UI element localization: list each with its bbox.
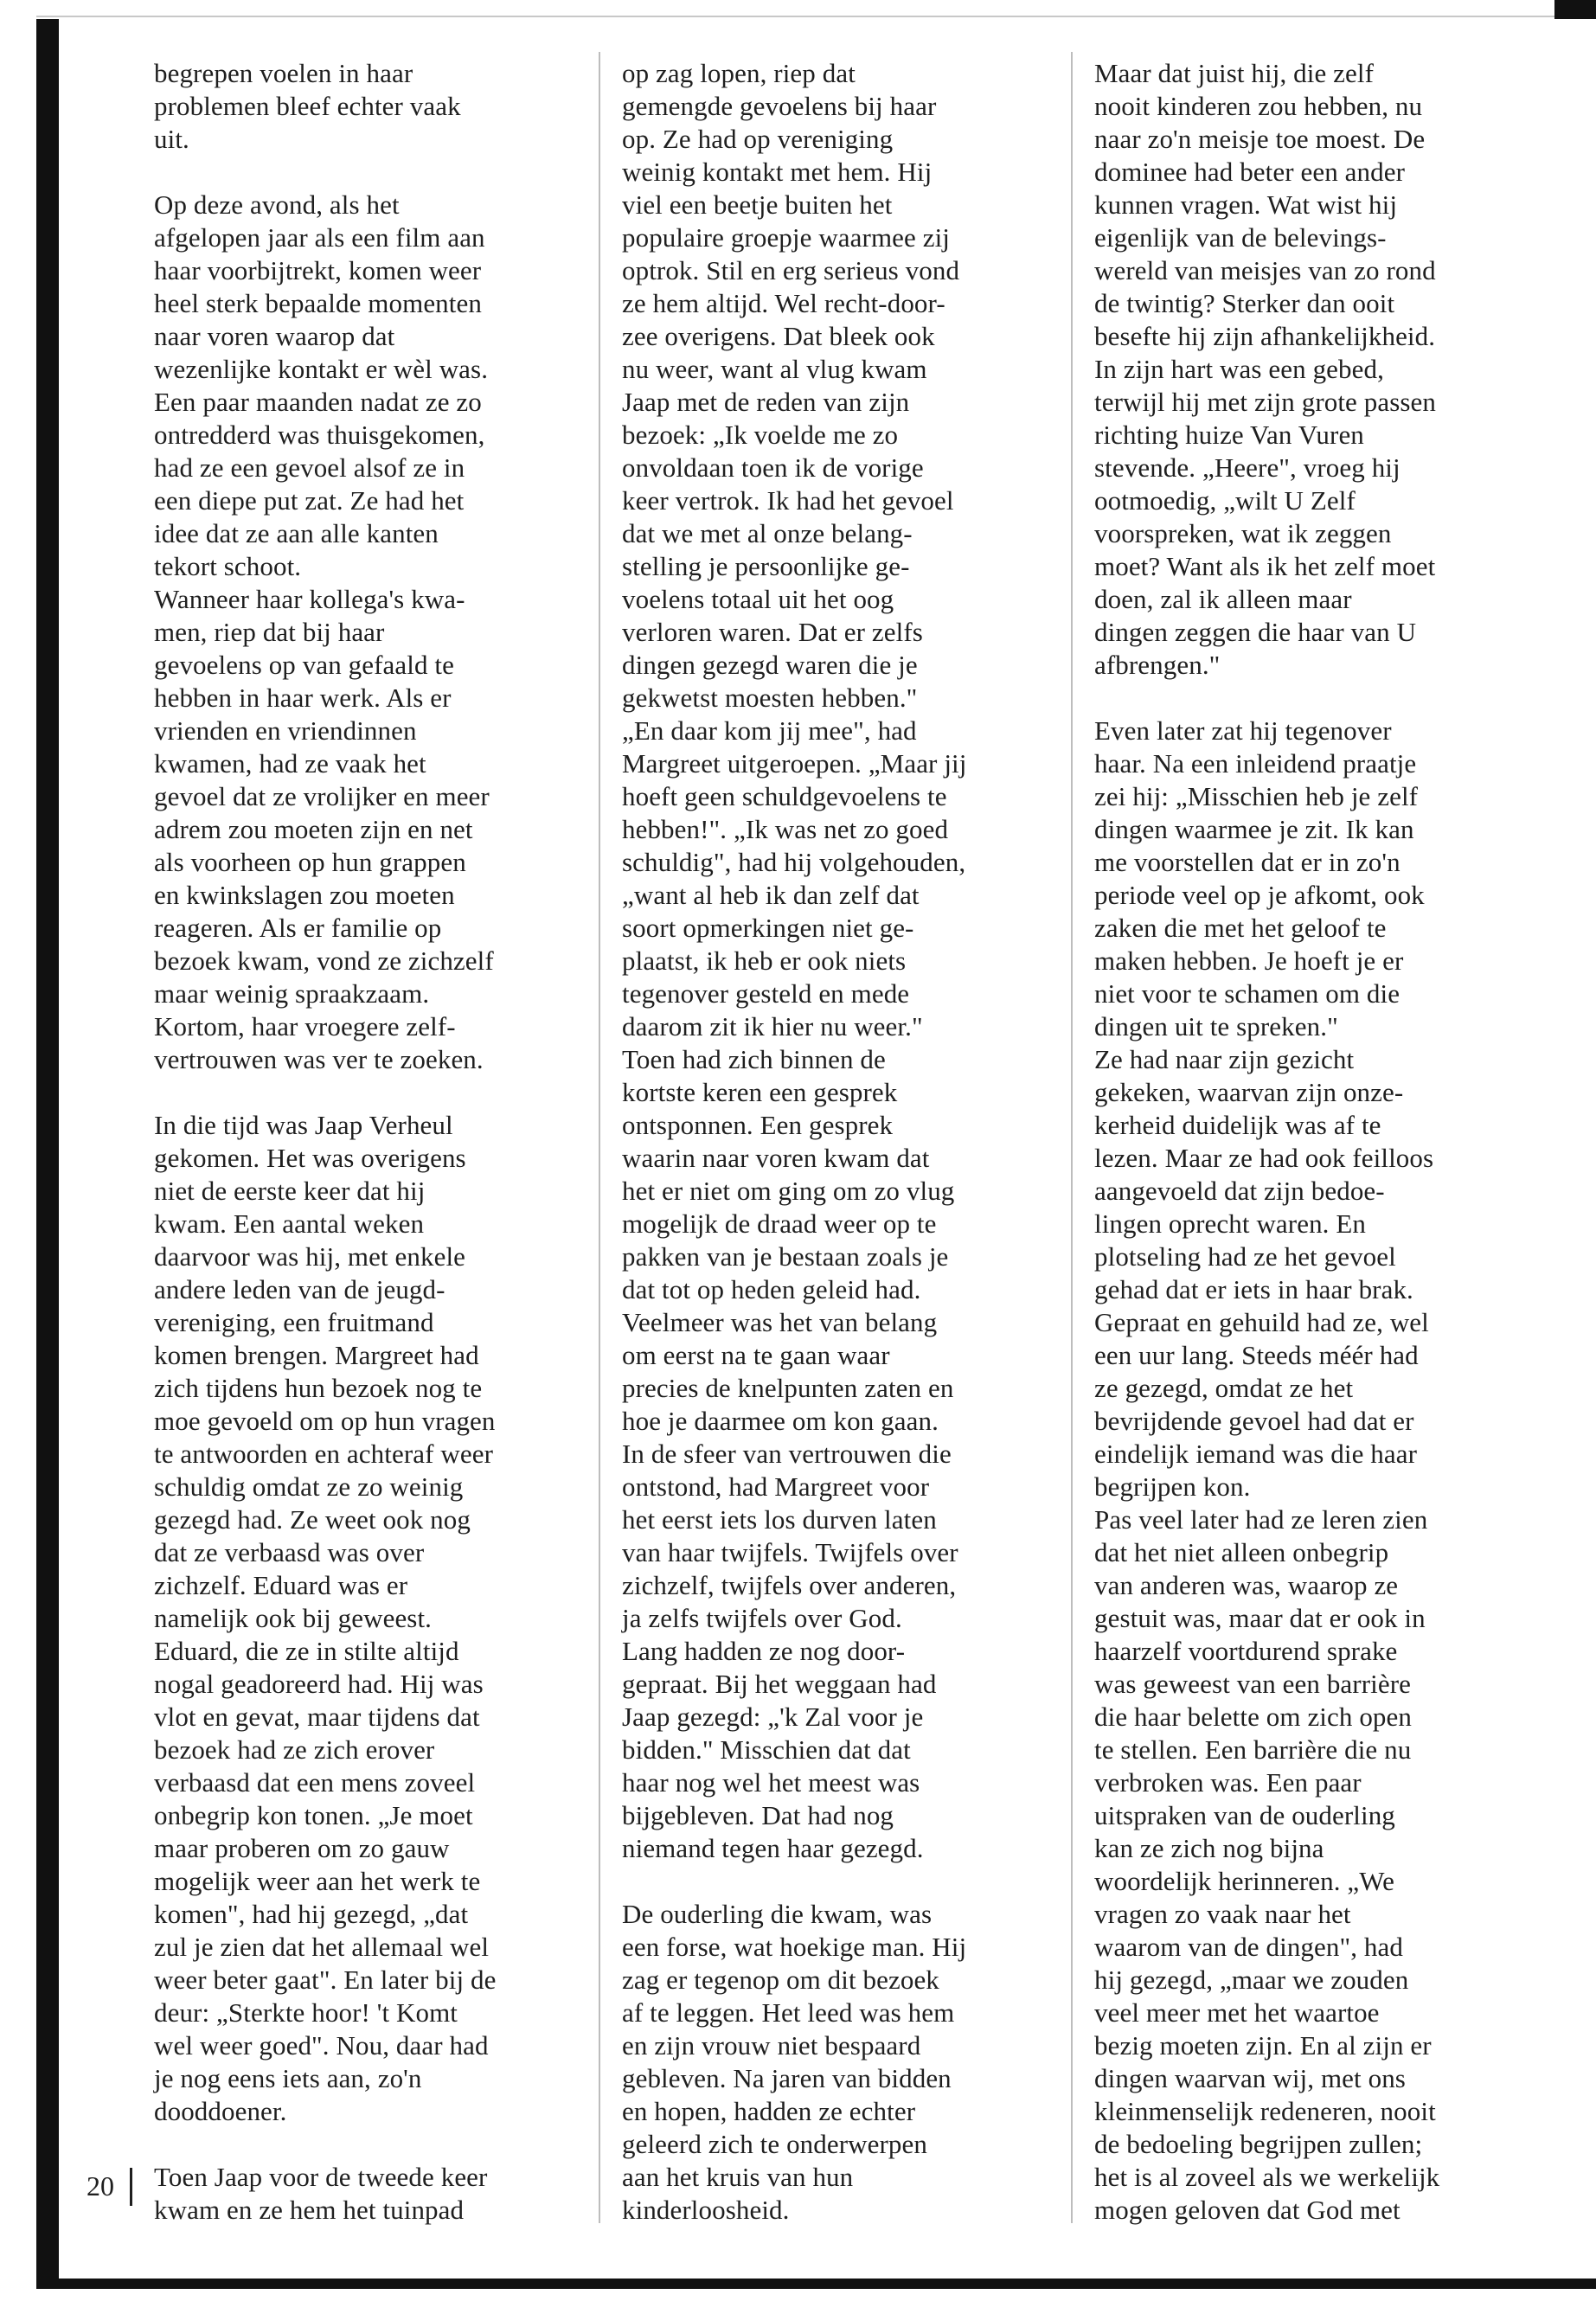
paragraph: De ouderling die kwam, was een forse, wat hoekige man. Hij zag er tegenop om dit bezoek af te leggen. Het leed was hem en zijn vrouw niet bespaard gebleven. Na jaren van bidden en hopen, hadden ze echter geleerd zich te onderwerpen aan het kruis van hun kinderloosheid.: [622, 1899, 967, 2225]
column-divider-2: [1071, 52, 1073, 2223]
page-top-edge: [36, 16, 1559, 17]
page-number: 20: [87, 2170, 114, 2202]
bottom-edge-bar: [36, 2279, 1596, 2289]
paragraph: Toen Jaap voor de tweede keer kwam en ze hem het tuinpad: [154, 2162, 488, 2225]
text-column-1: [154, 57, 586, 2227]
text-column-3: [1094, 57, 1527, 2227]
text-column-2: [622, 57, 1054, 2227]
paragraph: Maar dat juist hij, die zelf nooit kinderen zou hebben, nu naar zo'n meisje toe moest. De dominee had beter een ander kunnen vragen. Wat wist hij eigenlijk van de belevings- wereld van meisjes van zo rond de twintig? Sterker dan ooit besefte hij zijn afhankelijkheid. In zijn hart was een gebed, terwijl hij met zijn grote passen richting huize Van Vuren stevende. „Heere", vroeg hij ootmoedig, „wilt U Zelf voorspreken, wat ik zeggen moet? Want als ik het zelf moet doen, zal ik alleen maar dingen zeggen die haar van U afbrengen.": [1094, 58, 1437, 680]
paragraph: Even later zat hij tegenover haar. Na een inleidend praatje zei hij: „Misschien heb je zelf dingen waarmee je zit. Ik kan me voorstellen dat er in zo'n periode veel op je afkomt, ook zaken die met het geloof te maken hebben. Je hoeft je er niet voor te schamen om die dingen uit te spreken." Ze had naar zijn gezicht gekeken, waarvan zijn onze- kerheid duidelijk was af te lezen. Maar ze had ook feilloos aangevoeld dat zijn bedoe- lingen oprecht waren. En plotseling had ze het gevoel gehad dat er iets in haar brak. Gepraat en gehuild had ze, wel een uur lang. Steeds méér had ze gezegd, omdat ze het bevrijdende gevoel had dat er eindelijk iemand was die haar begrijpen kon. Pas veel later had ze leren zien dat het niet alleen onbegrip van anderen was, waarop ze gestuit was, maar dat er ook in haarzelf voortdurend sprake was geweest van een barrière die haar belette om zich open te stellen. Een barrière die nu verbroken was. Een paar uitspraken van de ouderling kan ze zich nog bijna woordelijk herinneren. „We vragen zo vaak naar het waarom van de dingen", had hij gezegd, „maar we zouden veel meer met het waartoe bezig moeten zijn. En al zijn er dingen waarvan wij, met ons kleinmenselijk redeneren, nooit de bedoeling begrijpen zullen; het is al zoveel als we werkelijk mogen geloven dat God met: [1094, 715, 1440, 2225]
paragraph: begrepen voelen in haar problemen bleef echter vaak uit.: [154, 58, 461, 154]
page-number-rule: [130, 2168, 132, 2206]
left-binding-bar: [36, 19, 59, 2284]
column-divider-1: [599, 52, 600, 2223]
paragraph: Op deze avond, als het afgelopen jaar als een film aan haar voorbijtrekt, komen weer heel sterk bepaalde momenten naar voren waarop dat wezenlijke kontakt er wèl was. Een paar maanden nadat ze zo ontredderd was thuisgekomen, had ze een gevoel alsof ze in een diepe put zat. Ze had het idee dat ze aan alle kanten tekort schoot. Wanneer haar kollega's kwa- men, riep dat bij haar gevoelens op van gefaald te hebben in haar werk. Als er vrienden en vriendinnen kwamen, had ze vaak het gevoel dat ze vrolijker en meer adrem zou moeten zijn en net als voorheen op hun grappen en kwinkslagen zou moeten reageren. Als er familie op bezoek kwam, vond ze zichzelf maar weinig spraakzaam. Kortom, haar vroegere zelf- vertrouwen was ver te zoeken.: [154, 189, 494, 1074]
corner-crop-mark: [1554, 0, 1596, 19]
paragraph: In die tijd was Jaap Verheul gekomen. Het was overigens niet de eerste keer dat hij kwam. Een aantal weken daarvoor was hij, met enkele andere leden van de jeugd- vereniging, een fruitmand komen brengen. Margreet had zich tijdens hun bezoek nog te moe gevoeld om op hun vragen te antwoorden en achteraf weer schuldig omdat ze zo weinig gezegd had. Ze weet ook nog dat ze verbaasd was over zichzelf. Eduard was er namelijk ook bij geweest. Eduard, die ze in stilte altijd nogal geadoreerd had. Hij was vlot en gevat, maar tijdens dat bezoek had ze zich erover verbaasd dat een mens zoveel onbegrip kon tonen. „Je moet maar proberen om zo gauw mogelijk weer aan het werk te komen", had hij gezegd, „dat zul je zien dat het allemaal wel weer beter gaat". En later bij de deur: „Sterkte hoor! 't Komt wel weer goed". Nou, daar had je nog eens iets aan, zo'n dooddoener.: [154, 1110, 497, 2126]
paragraph: op zag lopen, riep dat gemengde gevoelens bij haar op. Ze had op vereniging weinig kontakt met hem. Hij viel een beetje buiten het populaire groepje waarmee zij optrok. Stil en erg serieus vond ze hem altijd. Wel recht-door- zee overigens. Dat bleek ook nu weer, want al vlug kwam Jaap met de reden van zijn bezoek: „Ik voelde me zo onvoldaan toen ik de vorige keer vertrok. Ik had het gevoel dat we met al onze belang- stelling je persoonlijke ge- voelens totaal uit het oog verloren waren. Dat er zelfs dingen gezegd waren die je gekwetst moesten hebben." „En daar kom jij mee", had Margreet uitgeroepen. „Maar jij hoeft geen schuldgevoelens te hebben!". „Ik was net zo goed schuldig", had hij volgehouden, „want al heb ik dan zelf dat soort opmerkingen niet ge- plaatst, ik heb er ook niets tegenover gesteld en mede daarom zit ik hier nu weer." Toen had zich binnen de kortste keren een gesprek ontsponnen. Een gesprek waarin naar voren kwam dat het er niet om ging om zo vlug mogelijk de draad weer op te pakken van je bestaan zoals je dat tot op heden geleid had. Veelmeer was het van belang om eerst na te gaan waar precies de knelpunten zaten en hoe je daarmee om kon gaan. In de sfeer van vertrouwen die ontstond, had Margreet voor het eerst iets los durven laten van haar twijfels. Twijfels over zichzelf, twijfels over anderen, ja zelfs twijfels over God. Lang hadden ze nog door- gepraat. Bij het weggaan had Jaap gezegd: „'k Zal voor je bidden." Misschien dat dat haar nog wel het meest was bijgebleven. Dat had nog niemand tegen haar gezegd.: [622, 58, 967, 1863]
